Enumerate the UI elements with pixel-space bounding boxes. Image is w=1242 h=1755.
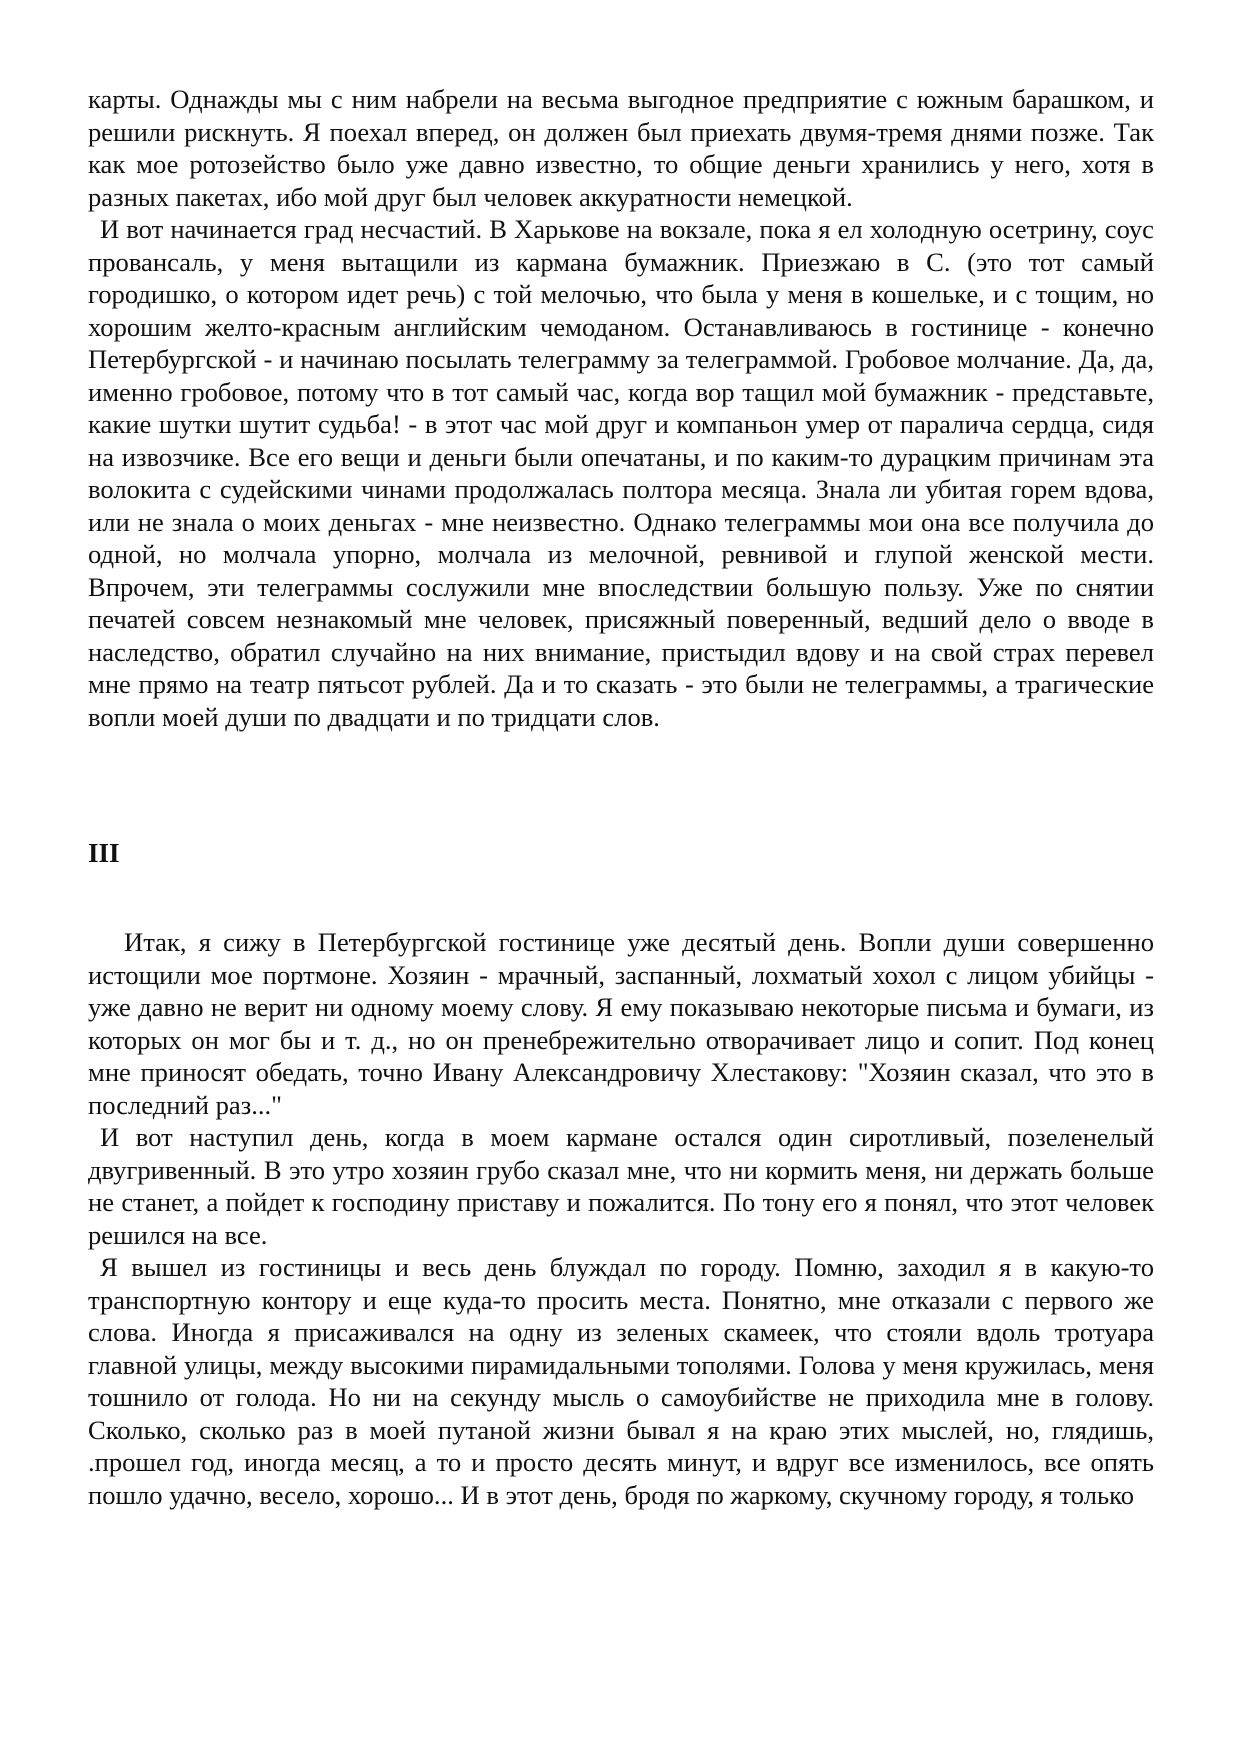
paragraph-4: И вот наступил день, когда в моем кармане остался один сиротливый, позеленелый двугривенный. В это утро хозяин грубо сказал мне, что ни кормить меня, ни держать больше не станет, а пойдет к господину приставу и пожалится. По тону его я понял, что этот человек решился на все. [88,1122,1154,1250]
paragraph-2: И вот начинается град несчастий. В Харькове на вокзале, пока я ел холодную осетрину, соус провансаль, у меня вытащили из кармана бумажник. Приезжаю в С. (это тот самый городишко, о котором идет речь) с той мелочью, что была у меня в кошельке, и с тощим, но хорошим желто-красным английским чемоданом. Останавливаюсь в гостинице - конечно Петербургской - и начинаю посылать телеграмму за телеграммой. Гробовое молчание. Да, да, именно гробовое, потому что в тот самый час, когда вор тащил мой бумажник - представьте, какие шутки шутит судьба! - в этот час мой друг и компаньон умер от паралича сердца, сидя на извозчике. Все его вещи и деньги были опечатаны, и по каким-то дурацким причинам эта волокита с судейскими чинами продолжалась полтора месяца. Знала ли убитая горем вдова, или не знала о моих деньгах - мне неизвестно. Однако телеграммы мои она все получила до одной, но молчала упорно, молчала из мелочной, ревнивой и глупой женской мести. Впрочем, эти телеграммы сослужили мне впоследствии большую пользу. Уже по снятии печатей совсем незнакомый мне человек, присяжный поверенный, ведший дело о вводе в наследство, обратил случайно на них внимание, пристыдил вдову и на свой страх перевел мне прямо на театр пятьсот рублей. Да и то сказать - это были не телеграммы, а трагические вопли моей души по двадцати и по тридцати слов. [88,214,1154,732]
paragraph-3: Итак, я сижу в Петербургской гостинице уже десятый день. Вопли души совершенно истощили мое портмоне. Хозяин - мрачный, заспанный, лохматый хохол с лицом убийцы - уже давно не верит ни одному моему слову. Я ему показываю некоторые письма и бумаги, из которых он мог бы и т. д., но он пренебрежительно отворачивает лицо и сопит. Под конец мне приносят обедать, точно Ивану Александровичу Хлестакову: "Хозяин сказал, что это в последний раз..." [88,927,1154,1120]
paragraph-1: карты. Однажды мы с ним набрели на весьма выгодное предприятие с южным барашком, и решили рискнуть. Я поехал вперед, он должен был приехать двумя-тремя днями позже. Так как мое ротозейство было уже давно известно, то общие деньги хранились у него, хотя в разных пакетах, ибо мой друг был человек аккуратности немецкой. [88,84,1154,212]
paragraph-5: Я вышел из гостиницы и весь день блуждал по городу. Помню, заходил я в какую-то транспортную контору и еще куда-то просить места. Понятно, мне отказали с первого же слова. Иногда я присаживался на одну из зеленых скамеек, что стояли вдоль тротуара главной улицы, между высокими пирамидальными тополями. Голова у меня кружилась, меня тошнило от голода. Но ни на секунду мысль о самоубийстве не приходила мне в голову. Сколько, сколько раз в моей путаной жизни бывал я на краю этих мыслей, но, глядишь, .прошел год, иногда месяц, а то и просто десять минут, и вдруг все изменилось, все опять пошло удачно, весело, хорошо... И в этот день, бродя по жаркому, скучному городу, я только [88,1252,1154,1510]
document-page [88,83,1154,1511]
section-heading: III [88,838,120,868]
